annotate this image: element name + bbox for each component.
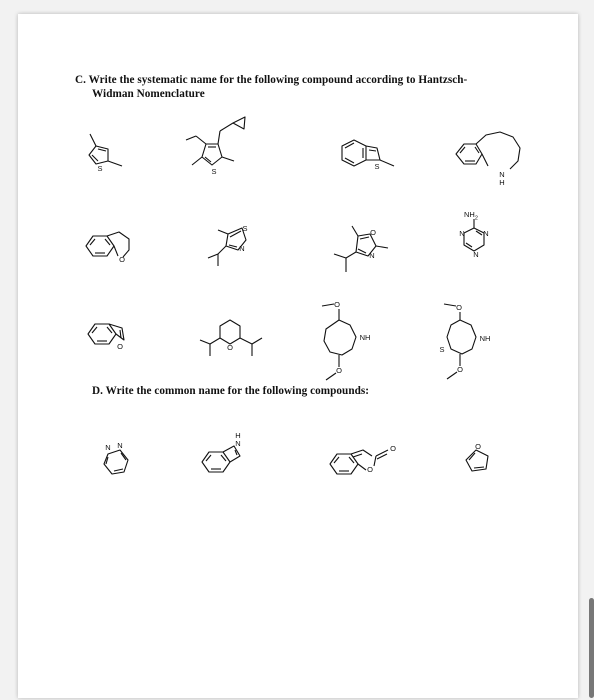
oxygen-label: O (370, 227, 376, 237)
structure-c1 (80, 122, 140, 182)
nitrogen-label: N (117, 440, 123, 450)
structure-c8 (446, 206, 506, 276)
structure-c10 (188, 308, 278, 368)
hydrogen-label: H (235, 430, 241, 440)
nitrogen-label: N (473, 249, 479, 259)
nh-label: NH (479, 333, 491, 343)
section-c-heading: C. Write the systematic name for the following compound according to Hantzsch- (75, 74, 468, 86)
nitrogen-label: N (483, 228, 489, 238)
structure-d1 (90, 434, 150, 494)
oxygen-label: O (334, 299, 340, 309)
nitrogen-label: N (459, 228, 465, 238)
sulfur-label: S (242, 223, 248, 233)
section-c-subheading: Widman Nomenclature (92, 88, 205, 100)
structure-d2 (194, 432, 274, 492)
sulfur-label: S (374, 161, 380, 171)
nh-label: NH (359, 332, 371, 342)
structure-c11 (312, 292, 402, 392)
oxygen-label: O (367, 464, 373, 474)
worksheet-page (18, 14, 578, 698)
structure-c7 (326, 216, 406, 286)
structure-c9 (82, 312, 152, 372)
amino-label: $NH_2$ (464, 210, 478, 222)
sulfur-label: S (211, 166, 217, 176)
section-d-heading: D. Write the common name for the following compounds: (92, 385, 370, 397)
oxygen-label: O (457, 364, 463, 374)
nitrogen-label: N (499, 169, 505, 179)
oxygen-label: O (456, 302, 462, 312)
nitrogen-label: N (369, 250, 375, 260)
structure-d3 (322, 438, 412, 488)
oxygen-label: O (117, 341, 123, 351)
oxygen-label: O (390, 443, 396, 453)
structure-c5 (80, 224, 150, 274)
nitrogen-label: N (239, 243, 245, 253)
hydrogen-label: H (499, 177, 505, 187)
oxygen-label: O (336, 365, 342, 375)
structure-d4 (454, 438, 504, 488)
oxygen-label: O (475, 441, 481, 451)
sulfur-label: S (97, 163, 103, 173)
vertical-scrollbar[interactable] (589, 598, 594, 698)
nitrogen-label: N (105, 442, 111, 452)
structure-c2 (176, 114, 256, 184)
structure-c3 (330, 126, 410, 186)
sulfur-label: S (439, 344, 445, 354)
structure-c4 (452, 124, 542, 194)
structure-c12 (432, 290, 522, 390)
structure-c6 (198, 214, 268, 284)
nitrogen-label: N (235, 438, 241, 448)
oxygen-label: O (227, 342, 233, 352)
oxygen-label: O (119, 254, 125, 264)
